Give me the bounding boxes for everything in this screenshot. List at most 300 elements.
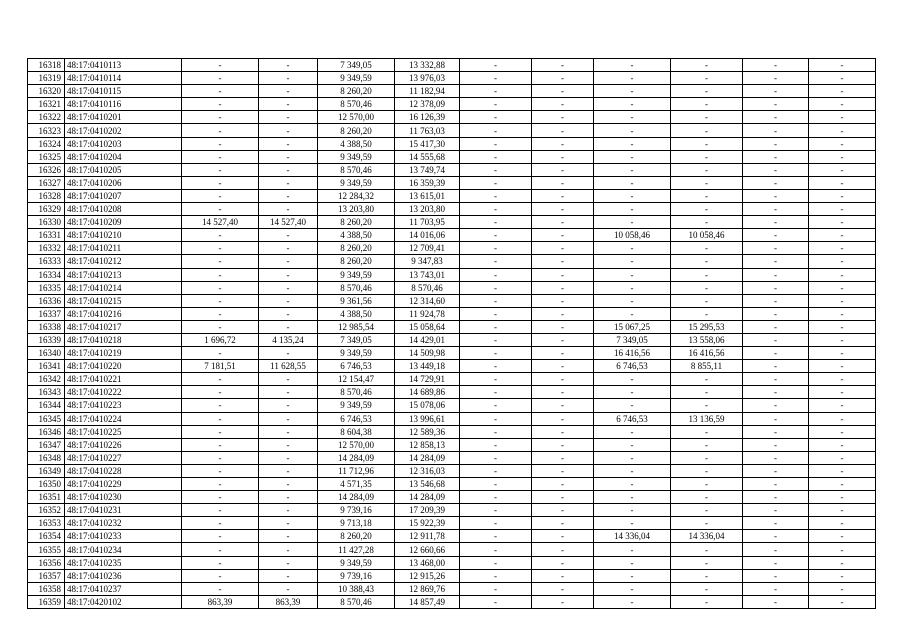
cell-value-col-7: - bbox=[460, 386, 532, 399]
table-row bbox=[28, 543, 876, 556]
cell-value-col-6: 11 924,78 bbox=[395, 307, 460, 320]
cell-value-col-3: 7 181,51 bbox=[182, 360, 259, 373]
cell-value-col-6: 13 332,88 bbox=[395, 59, 460, 72]
cell-value-col-7: - bbox=[460, 412, 532, 425]
cell-cadastral-number: 48:17:0410202 bbox=[65, 124, 182, 137]
cell-value-col-11: - bbox=[743, 543, 809, 556]
cell-value-col-11: - bbox=[743, 307, 809, 320]
cell-row-number: 16328 bbox=[28, 189, 65, 202]
cell-value-col-4: - bbox=[259, 163, 318, 176]
cell-row-number: 16321 bbox=[28, 98, 65, 111]
cell-value-col-10: - bbox=[671, 242, 743, 255]
cell-value-col-4: - bbox=[259, 491, 318, 504]
cell-value-col-4: - bbox=[259, 425, 318, 438]
cell-value-col-9: - bbox=[594, 543, 671, 556]
cell-value-col-12: - bbox=[809, 530, 876, 543]
cell-value-col-7: - bbox=[460, 543, 532, 556]
cell-value-col-10: 14 336,04 bbox=[671, 530, 743, 543]
cell-value-col-9: - bbox=[594, 517, 671, 530]
cell-value-col-12: - bbox=[809, 491, 876, 504]
cell-row-number: 16353 bbox=[28, 517, 65, 530]
cell-value-col-4: 14 527,40 bbox=[259, 216, 318, 229]
cell-value-col-10: - bbox=[671, 543, 743, 556]
table-row bbox=[28, 530, 876, 543]
cell-value-col-4: - bbox=[259, 530, 318, 543]
cell-value-col-10: - bbox=[671, 582, 743, 595]
cell-value-col-5: 12 570,00 bbox=[318, 111, 395, 124]
cell-cadastral-number: 48:17:0410114 bbox=[65, 72, 182, 85]
cell-value-col-6: 12 911,78 bbox=[395, 530, 460, 543]
cell-value-col-5: 9 349,59 bbox=[318, 72, 395, 85]
cell-value-col-12: - bbox=[809, 216, 876, 229]
cell-value-col-11: - bbox=[743, 595, 809, 608]
cell-cadastral-number: 48:17:0410232 bbox=[65, 517, 182, 530]
cell-value-col-11: - bbox=[743, 333, 809, 346]
cell-value-col-4: - bbox=[259, 386, 318, 399]
cell-row-number: 16345 bbox=[28, 412, 65, 425]
table-row bbox=[28, 176, 876, 189]
cell-value-col-12: - bbox=[809, 320, 876, 333]
cell-value-col-5: 7 349,05 bbox=[318, 333, 395, 346]
cell-value-col-6: 13 749,74 bbox=[395, 163, 460, 176]
cell-value-col-8: - bbox=[532, 229, 594, 242]
cell-value-col-3: - bbox=[182, 124, 259, 137]
cell-value-col-4: - bbox=[259, 294, 318, 307]
cell-value-col-5: 8 604,38 bbox=[318, 425, 395, 438]
cell-value-col-10: 13 136,59 bbox=[671, 412, 743, 425]
cell-value-col-10: - bbox=[671, 451, 743, 464]
cell-value-col-4: - bbox=[259, 98, 318, 111]
cell-value-col-4: - bbox=[259, 242, 318, 255]
cell-value-col-8: - bbox=[532, 98, 594, 111]
cell-value-col-3: - bbox=[182, 294, 259, 307]
table-row bbox=[28, 569, 876, 582]
cell-value-col-7: - bbox=[460, 517, 532, 530]
cell-value-col-5: 4 388,50 bbox=[318, 307, 395, 320]
table-row bbox=[28, 242, 876, 255]
cell-value-col-6: 14 689,86 bbox=[395, 386, 460, 399]
table-row bbox=[28, 333, 876, 346]
cell-value-col-11: - bbox=[743, 229, 809, 242]
cell-value-col-5: 4 388,50 bbox=[318, 229, 395, 242]
cell-value-col-9: - bbox=[594, 72, 671, 85]
cell-row-number: 16335 bbox=[28, 281, 65, 294]
cell-value-col-7: - bbox=[460, 425, 532, 438]
cell-value-col-6: 15 078,06 bbox=[395, 399, 460, 412]
cell-value-col-3: - bbox=[182, 242, 259, 255]
cell-value-col-10: - bbox=[671, 189, 743, 202]
cell-value-col-6: 14 509,98 bbox=[395, 347, 460, 360]
cell-value-col-6: 13 449,18 bbox=[395, 360, 460, 373]
table-row bbox=[28, 491, 876, 504]
cell-value-col-12: - bbox=[809, 595, 876, 608]
cell-value-col-7: - bbox=[460, 255, 532, 268]
cell-value-col-12: - bbox=[809, 294, 876, 307]
cell-value-col-9: - bbox=[594, 595, 671, 608]
cell-value-col-3: - bbox=[182, 386, 259, 399]
table-row bbox=[28, 255, 876, 268]
cell-value-col-7: - bbox=[460, 268, 532, 281]
cell-value-col-9: - bbox=[594, 307, 671, 320]
cell-value-col-6: 9 347,83 bbox=[395, 255, 460, 268]
cell-value-col-3: - bbox=[182, 582, 259, 595]
cell-value-col-11: - bbox=[743, 451, 809, 464]
cell-value-col-7: - bbox=[460, 150, 532, 163]
cell-value-col-5: 9 713,18 bbox=[318, 517, 395, 530]
cell-value-col-10: - bbox=[671, 569, 743, 582]
cell-value-col-6: 13 996,61 bbox=[395, 412, 460, 425]
cell-value-col-12: - bbox=[809, 176, 876, 189]
cell-value-col-5: 12 154,47 bbox=[318, 373, 395, 386]
cell-value-col-3: - bbox=[182, 85, 259, 98]
cell-value-col-3: - bbox=[182, 163, 259, 176]
cell-value-col-6: 8 570,46 bbox=[395, 281, 460, 294]
cell-value-col-3: - bbox=[182, 478, 259, 491]
cell-value-col-10: - bbox=[671, 399, 743, 412]
cell-value-col-12: - bbox=[809, 412, 876, 425]
cell-value-col-11: - bbox=[743, 189, 809, 202]
cell-value-col-3: - bbox=[182, 320, 259, 333]
cell-value-col-8: - bbox=[532, 543, 594, 556]
cell-row-number: 16319 bbox=[28, 72, 65, 85]
cell-cadastral-number: 48:17:0410113 bbox=[65, 59, 182, 72]
cell-value-col-3: - bbox=[182, 98, 259, 111]
cell-value-col-11: - bbox=[743, 360, 809, 373]
cell-value-col-8: - bbox=[532, 137, 594, 150]
cell-value-col-11: - bbox=[743, 255, 809, 268]
cell-value-col-12: - bbox=[809, 464, 876, 477]
cell-value-col-10: - bbox=[671, 556, 743, 569]
cell-value-col-7: - bbox=[460, 189, 532, 202]
cell-value-col-3: - bbox=[182, 412, 259, 425]
cell-value-col-7: - bbox=[460, 242, 532, 255]
cell-value-col-7: - bbox=[460, 163, 532, 176]
cell-value-col-10: - bbox=[671, 425, 743, 438]
cell-value-col-10: - bbox=[671, 438, 743, 451]
cell-row-number: 16325 bbox=[28, 150, 65, 163]
cell-value-col-6: 12 316,03 bbox=[395, 464, 460, 477]
cell-value-col-10: - bbox=[671, 255, 743, 268]
cell-value-col-11: - bbox=[743, 399, 809, 412]
cell-value-col-5: 8 260,20 bbox=[318, 216, 395, 229]
table-row bbox=[28, 556, 876, 569]
cell-value-col-6: 15 058,64 bbox=[395, 320, 460, 333]
cell-value-col-4: 4 135,24 bbox=[259, 333, 318, 346]
cell-value-col-7: - bbox=[460, 281, 532, 294]
cell-value-col-12: - bbox=[809, 333, 876, 346]
cell-value-col-10: 8 855,11 bbox=[671, 360, 743, 373]
cell-value-col-9: - bbox=[594, 386, 671, 399]
table-row bbox=[28, 399, 876, 412]
cell-value-col-9: - bbox=[594, 242, 671, 255]
cell-value-col-4: - bbox=[259, 478, 318, 491]
cell-row-number: 16334 bbox=[28, 268, 65, 281]
cell-value-col-4: 863,39 bbox=[259, 595, 318, 608]
cell-value-col-11: - bbox=[743, 412, 809, 425]
cell-value-col-7: - bbox=[460, 203, 532, 216]
cell-row-number: 16354 bbox=[28, 530, 65, 543]
cell-value-col-5: 9 349,59 bbox=[318, 556, 395, 569]
cell-cadastral-number: 48:17:0410218 bbox=[65, 333, 182, 346]
cell-value-col-6: 15 922,39 bbox=[395, 517, 460, 530]
cell-value-col-3: - bbox=[182, 255, 259, 268]
cell-cadastral-number: 48:17:0410221 bbox=[65, 373, 182, 386]
cell-value-col-6: 14 729,91 bbox=[395, 373, 460, 386]
cell-value-col-9: - bbox=[594, 150, 671, 163]
cell-value-col-8: - bbox=[532, 464, 594, 477]
cell-value-col-8: - bbox=[532, 595, 594, 608]
cell-value-col-12: - bbox=[809, 163, 876, 176]
table-row bbox=[28, 111, 876, 124]
table-row bbox=[28, 229, 876, 242]
cell-value-col-4: - bbox=[259, 281, 318, 294]
cell-value-col-11: - bbox=[743, 59, 809, 72]
cell-value-col-7: - bbox=[460, 137, 532, 150]
cell-value-col-10: - bbox=[671, 203, 743, 216]
cell-value-col-10: - bbox=[671, 504, 743, 517]
cell-value-col-8: - bbox=[532, 72, 594, 85]
cell-cadastral-number: 48:17:0410214 bbox=[65, 281, 182, 294]
cell-value-col-10: - bbox=[671, 124, 743, 137]
cell-value-col-7: - bbox=[460, 504, 532, 517]
cell-value-col-7: - bbox=[460, 595, 532, 608]
cell-value-col-10: - bbox=[671, 595, 743, 608]
cell-value-col-11: - bbox=[743, 425, 809, 438]
cell-cadastral-number: 48:17:0410226 bbox=[65, 438, 182, 451]
cell-value-col-11: - bbox=[743, 137, 809, 150]
cell-cadastral-number: 48:17:0410204 bbox=[65, 150, 182, 163]
cell-cadastral-number: 48:17:0410211 bbox=[65, 242, 182, 255]
cell-value-col-8: - bbox=[532, 189, 594, 202]
cell-value-col-9: - bbox=[594, 281, 671, 294]
cell-value-col-5: 6 746,53 bbox=[318, 360, 395, 373]
table-row bbox=[28, 595, 876, 608]
cell-value-col-12: - bbox=[809, 517, 876, 530]
cell-value-col-8: - bbox=[532, 294, 594, 307]
cell-value-col-7: - bbox=[460, 85, 532, 98]
cell-value-col-7: - bbox=[460, 59, 532, 72]
cell-value-col-10: - bbox=[671, 59, 743, 72]
cell-value-col-10: 10 058,46 bbox=[671, 229, 743, 242]
cell-cadastral-number: 48:17:0410223 bbox=[65, 399, 182, 412]
cell-value-col-9: - bbox=[594, 124, 671, 137]
cell-value-col-8: - bbox=[532, 517, 594, 530]
cell-value-col-5: 9 349,59 bbox=[318, 268, 395, 281]
cell-value-col-5: 8 260,20 bbox=[318, 85, 395, 98]
cell-value-col-6: 17 209,39 bbox=[395, 504, 460, 517]
cell-value-col-5: 9 349,59 bbox=[318, 399, 395, 412]
cell-row-number: 16318 bbox=[28, 59, 65, 72]
cell-cadastral-number: 48:17:0410115 bbox=[65, 85, 182, 98]
cell-value-col-12: - bbox=[809, 543, 876, 556]
cell-value-col-11: - bbox=[743, 294, 809, 307]
cell-value-col-12: - bbox=[809, 203, 876, 216]
cell-cadastral-number: 48:17:0410237 bbox=[65, 582, 182, 595]
cell-value-col-9: - bbox=[594, 464, 671, 477]
cell-value-col-6: 12 589,36 bbox=[395, 425, 460, 438]
cell-value-col-5: 8 570,46 bbox=[318, 386, 395, 399]
cell-value-col-7: - bbox=[460, 530, 532, 543]
cell-value-col-4: - bbox=[259, 451, 318, 464]
cell-value-col-8: - bbox=[532, 59, 594, 72]
table-row bbox=[28, 438, 876, 451]
cell-value-col-9: - bbox=[594, 176, 671, 189]
cell-value-col-3: - bbox=[182, 203, 259, 216]
cell-value-col-3: - bbox=[182, 543, 259, 556]
cell-row-number: 16359 bbox=[28, 595, 65, 608]
cell-cadastral-number: 48:17:0410209 bbox=[65, 216, 182, 229]
cell-value-col-7: - bbox=[460, 124, 532, 137]
cell-value-col-3: - bbox=[182, 438, 259, 451]
cell-value-col-7: - bbox=[460, 438, 532, 451]
cell-value-col-11: - bbox=[743, 176, 809, 189]
table-row bbox=[28, 216, 876, 229]
cell-row-number: 16330 bbox=[28, 216, 65, 229]
cell-row-number: 16336 bbox=[28, 294, 65, 307]
cell-value-col-3: - bbox=[182, 111, 259, 124]
cell-value-col-9: - bbox=[594, 451, 671, 464]
cell-value-col-5: 9 739,16 bbox=[318, 569, 395, 582]
cell-value-col-11: - bbox=[743, 281, 809, 294]
cell-cadastral-number: 48:17:0410219 bbox=[65, 347, 182, 360]
cell-value-col-7: - bbox=[460, 360, 532, 373]
cell-row-number: 16320 bbox=[28, 85, 65, 98]
cell-value-col-11: - bbox=[743, 216, 809, 229]
cell-value-col-10: - bbox=[671, 464, 743, 477]
cell-value-col-12: - bbox=[809, 98, 876, 111]
cell-value-col-4: - bbox=[259, 320, 318, 333]
cell-value-col-9: 14 336,04 bbox=[594, 530, 671, 543]
cell-value-col-11: - bbox=[743, 150, 809, 163]
cell-value-col-6: 14 284,09 bbox=[395, 451, 460, 464]
cell-cadastral-number: 48:17:0410212 bbox=[65, 255, 182, 268]
table-row bbox=[28, 451, 876, 464]
cell-value-col-4: - bbox=[259, 307, 318, 320]
cell-value-col-5: 9 349,59 bbox=[318, 150, 395, 163]
cell-value-col-8: - bbox=[532, 203, 594, 216]
cell-value-col-3: - bbox=[182, 229, 259, 242]
cell-value-col-6: 12 869,76 bbox=[395, 582, 460, 595]
cell-value-col-4: - bbox=[259, 72, 318, 85]
table-row bbox=[28, 150, 876, 163]
cell-value-col-11: - bbox=[743, 556, 809, 569]
cell-value-col-11: - bbox=[743, 386, 809, 399]
cell-value-col-7: - bbox=[460, 569, 532, 582]
cell-value-col-11: - bbox=[743, 320, 809, 333]
cell-value-col-3: - bbox=[182, 530, 259, 543]
cell-value-col-10: - bbox=[671, 281, 743, 294]
cell-row-number: 16347 bbox=[28, 438, 65, 451]
cell-value-col-10: 15 295,53 bbox=[671, 320, 743, 333]
cell-value-col-8: - bbox=[532, 556, 594, 569]
table-body bbox=[28, 59, 876, 609]
table-row bbox=[28, 307, 876, 320]
cell-value-col-5: 8 260,20 bbox=[318, 255, 395, 268]
cell-value-col-7: - bbox=[460, 294, 532, 307]
cell-cadastral-number: 48:17:0410220 bbox=[65, 360, 182, 373]
cell-value-col-7: - bbox=[460, 451, 532, 464]
cell-value-col-4: - bbox=[259, 189, 318, 202]
cell-value-col-6: 13 615,01 bbox=[395, 189, 460, 202]
cell-value-col-10: - bbox=[671, 294, 743, 307]
cell-value-col-9: - bbox=[594, 399, 671, 412]
cell-cadastral-number: 48:17:0410234 bbox=[65, 543, 182, 556]
cell-row-number: 16358 bbox=[28, 582, 65, 595]
cell-value-col-3: 1 696,72 bbox=[182, 333, 259, 346]
cell-value-col-4: - bbox=[259, 347, 318, 360]
cell-value-col-10: - bbox=[671, 176, 743, 189]
table-row bbox=[28, 59, 876, 72]
cell-value-col-9: 6 746,53 bbox=[594, 412, 671, 425]
cell-value-col-4: - bbox=[259, 255, 318, 268]
cell-row-number: 16331 bbox=[28, 229, 65, 242]
cell-cadastral-number: 48:17:0410201 bbox=[65, 111, 182, 124]
table-row bbox=[28, 412, 876, 425]
cell-value-col-9: - bbox=[594, 137, 671, 150]
cell-value-col-8: - bbox=[532, 386, 594, 399]
cell-cadastral-number: 48:17:0410224 bbox=[65, 412, 182, 425]
cell-value-col-9: 6 746,53 bbox=[594, 360, 671, 373]
cell-value-col-9: - bbox=[594, 438, 671, 451]
cell-value-col-7: - bbox=[460, 333, 532, 346]
cell-value-col-3: - bbox=[182, 150, 259, 163]
cell-row-number: 16329 bbox=[28, 203, 65, 216]
cell-value-col-7: - bbox=[460, 229, 532, 242]
cell-value-col-3: - bbox=[182, 72, 259, 85]
cell-value-col-5: 13 203,80 bbox=[318, 203, 395, 216]
cell-value-col-5: 12 985,54 bbox=[318, 320, 395, 333]
cell-value-col-8: - bbox=[532, 569, 594, 582]
cell-value-col-8: - bbox=[532, 281, 594, 294]
cell-value-col-8: - bbox=[532, 124, 594, 137]
cell-value-col-6: 11 763,03 bbox=[395, 124, 460, 137]
table-row bbox=[28, 517, 876, 530]
cell-value-col-7: - bbox=[460, 176, 532, 189]
cell-value-col-4: - bbox=[259, 399, 318, 412]
cell-value-col-12: - bbox=[809, 373, 876, 386]
table-row bbox=[28, 504, 876, 517]
cell-row-number: 16322 bbox=[28, 111, 65, 124]
cell-value-col-4: - bbox=[259, 137, 318, 150]
cell-value-col-9: - bbox=[594, 268, 671, 281]
cell-value-col-10: 16 416,56 bbox=[671, 347, 743, 360]
cell-value-col-11: - bbox=[743, 373, 809, 386]
cell-value-col-4: - bbox=[259, 111, 318, 124]
cell-value-col-10: 13 558,06 bbox=[671, 333, 743, 346]
cell-value-col-9: 15 067,25 bbox=[594, 320, 671, 333]
cell-value-col-7: - bbox=[460, 216, 532, 229]
cell-value-col-7: - bbox=[460, 72, 532, 85]
cell-value-col-10: - bbox=[671, 111, 743, 124]
cell-value-col-8: - bbox=[532, 163, 594, 176]
table-row bbox=[28, 386, 876, 399]
table-row bbox=[28, 72, 876, 85]
cell-value-col-5: 9 349,59 bbox=[318, 347, 395, 360]
cell-value-col-4: - bbox=[259, 176, 318, 189]
cell-cadastral-number: 48:17:0410230 bbox=[65, 491, 182, 504]
cell-value-col-9: - bbox=[594, 373, 671, 386]
cell-value-col-5: 9 739,16 bbox=[318, 504, 395, 517]
cell-value-col-8: - bbox=[532, 320, 594, 333]
cell-value-col-11: - bbox=[743, 98, 809, 111]
cell-value-col-9: - bbox=[594, 294, 671, 307]
cell-value-col-8: - bbox=[532, 373, 594, 386]
cell-cadastral-number: 48:17:0410210 bbox=[65, 229, 182, 242]
cell-cadastral-number: 48:17:0410236 bbox=[65, 569, 182, 582]
table-row bbox=[28, 464, 876, 477]
cell-value-col-4: - bbox=[259, 85, 318, 98]
cell-cadastral-number: 48:17:0410213 bbox=[65, 268, 182, 281]
